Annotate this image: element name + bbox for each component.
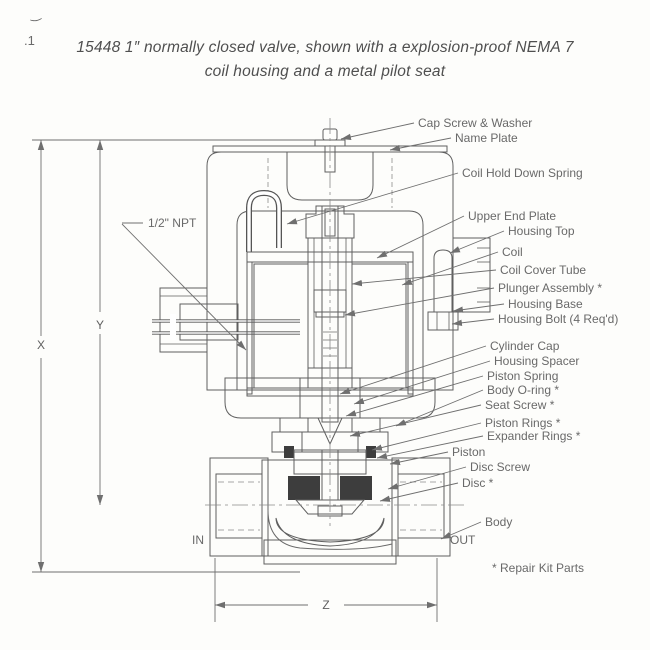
label-conduit-npt: 1/2" NPT xyxy=(148,216,197,230)
label-housing-top: Housing Top xyxy=(508,224,575,238)
dimension-lines xyxy=(32,140,437,622)
label-cap-screw-washer: Cap Screw & Washer xyxy=(418,116,533,130)
label-port-in: IN xyxy=(192,533,204,547)
label-disc: Disc * xyxy=(462,476,494,490)
coil-hold-down-spring xyxy=(249,193,279,252)
label-body-o-ring: Body O-ring * xyxy=(487,383,560,397)
label-housing-spacer: Housing Spacer xyxy=(494,354,580,368)
label-coil: Coil xyxy=(502,245,523,259)
label-coil-hold-down-spring: Coil Hold Down Spring xyxy=(462,166,583,180)
label-piston-rings: Piston Rings * xyxy=(485,416,561,430)
label-plunger-assembly: Plunger Assembly * xyxy=(498,281,603,295)
label-piston-spring: Piston Spring xyxy=(487,369,559,383)
page-corner-fragment-1: ‿ xyxy=(28,5,42,22)
label-housing-bolt: Housing Bolt (4 Req'd) xyxy=(498,312,619,326)
label-seat-screw: Seat Screw * xyxy=(485,398,555,412)
label-disc-screw: Disc Screw xyxy=(470,460,531,474)
label-expander-rings: Expander Rings * xyxy=(487,429,581,443)
caption-line-1: 15448 1″ normally closed valve, shown with a explosion-proof NEMA 7 xyxy=(76,39,574,56)
label-upper-end-plate: Upper End Plate xyxy=(468,209,557,223)
label-housing-base: Housing Base xyxy=(508,297,583,311)
label-repair-kit-footnote: * Repair Kit Parts xyxy=(492,561,585,575)
label-cylinder-cap: Cylinder Cap xyxy=(490,339,560,353)
label-name-plate: Name Plate xyxy=(455,131,518,145)
dimension-z-label: Z xyxy=(322,598,330,612)
label-piston: Piston xyxy=(452,445,486,459)
label-coil-cover-tube: Coil Cover Tube xyxy=(500,263,587,277)
dimension-x-label: X xyxy=(36,338,46,352)
dimension-y-label: Y xyxy=(95,318,105,332)
caption-line-2: coil housing and a metal pilot seat xyxy=(204,63,446,81)
label-port-out: OUT xyxy=(450,533,476,547)
page-corner-fragment-2: .1 xyxy=(24,33,35,48)
lead-wires xyxy=(152,314,300,340)
label-body: Body xyxy=(485,515,513,529)
